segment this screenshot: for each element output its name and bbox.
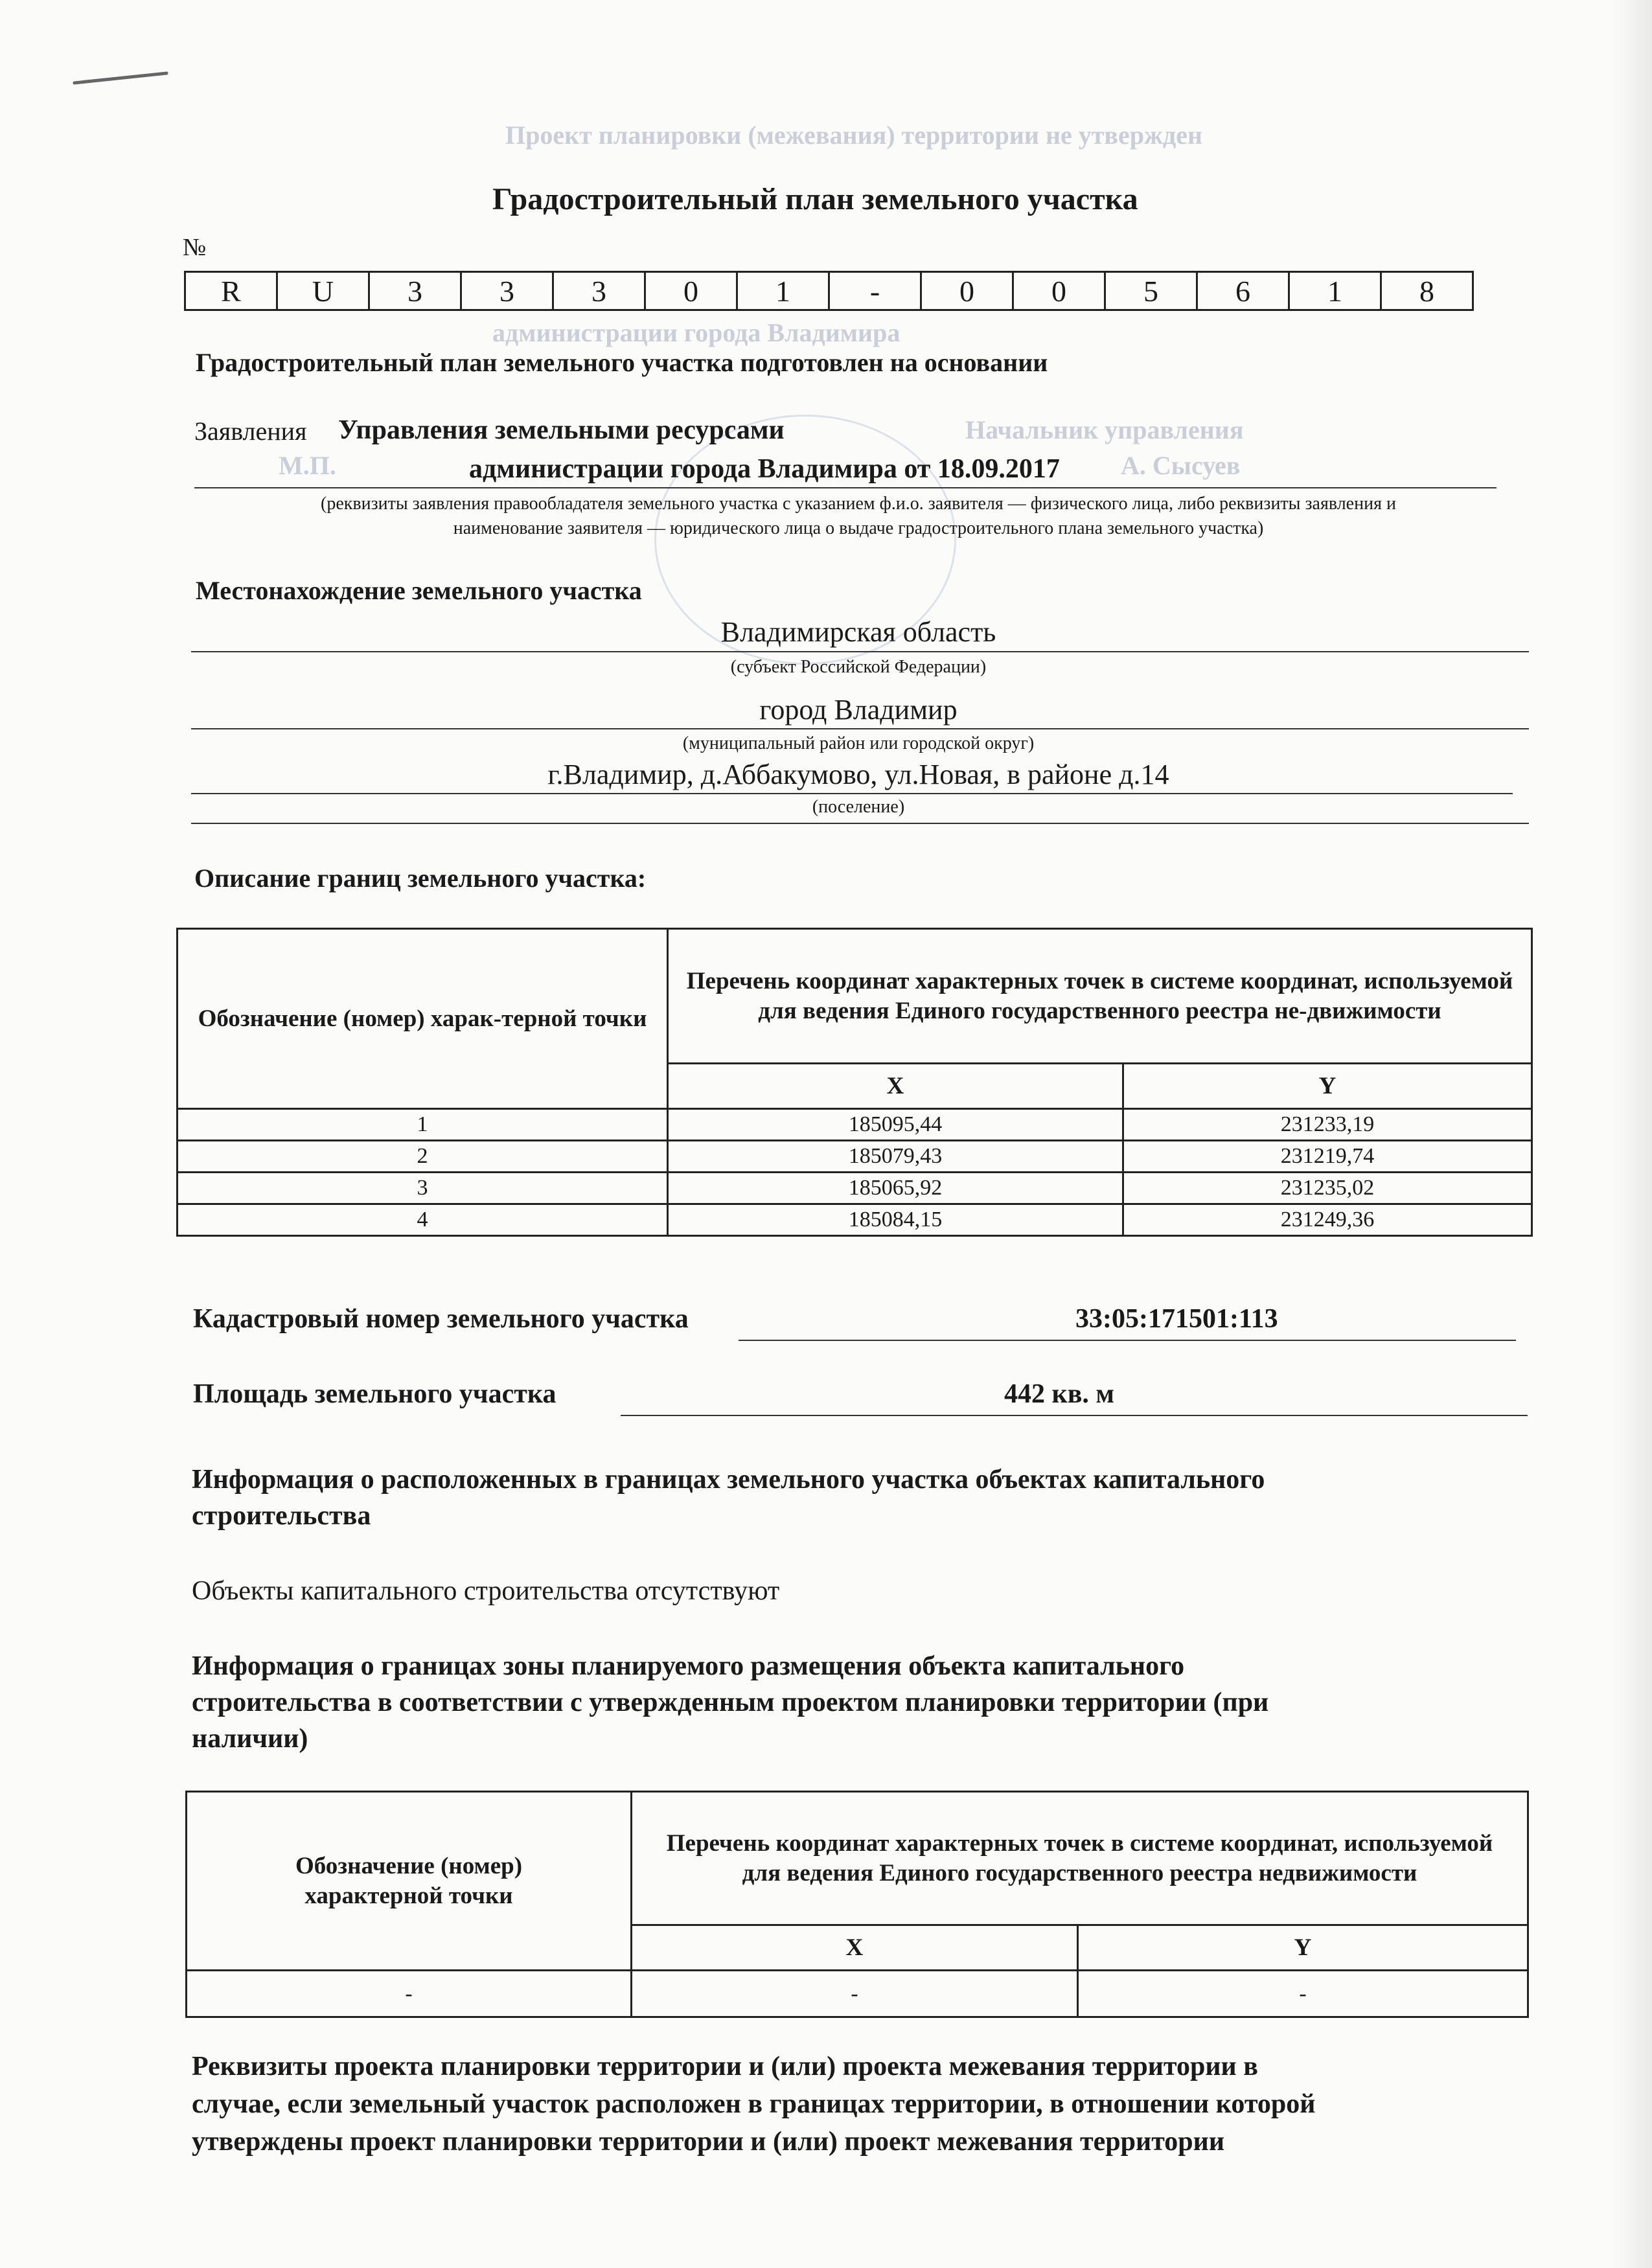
zone-col1-line1: Обозначение (номер): [295, 1852, 523, 1879]
page-title: Градостроительный план земельного участка: [492, 182, 1138, 216]
plan-number-cell: -: [829, 272, 921, 310]
location-region: Владимирская область: [720, 616, 996, 648]
objects-text: Объекты капитального строительства отсутствуют: [192, 1576, 780, 1606]
plan-number-cell: U: [277, 272, 369, 310]
bleed-through-middle: администрации города Владимира: [492, 318, 901, 347]
plan-number-cell: 3: [369, 272, 461, 310]
plan-number-cell: 3: [461, 272, 553, 310]
boundaries-y-header: Y: [1123, 1064, 1532, 1109]
plan-number-cell: 0: [1013, 272, 1105, 310]
point-number: 3: [178, 1173, 668, 1204]
coord-y: 231233,19: [1123, 1109, 1532, 1141]
table-row: [178, 1141, 1532, 1173]
application-caption-2: наименование заявителя — юридического лица о выдаче градостроительного плана земельного участка): [453, 518, 1264, 538]
zone-table: [185, 1791, 1529, 2018]
application-line1: Управления земельными ресурсами: [338, 415, 785, 445]
settlement-caption: (поселение): [812, 797, 905, 817]
coord-x: 185095,44: [668, 1109, 1123, 1141]
table-row: [178, 1173, 1532, 1204]
municipality-underline: [191, 728, 1529, 729]
plan-number-cell: 8: [1381, 272, 1473, 310]
area-label: Площадь земельного участка: [193, 1379, 556, 1409]
coord-y: 231235,02: [1123, 1173, 1532, 1204]
plan-number-cell: 1: [737, 272, 829, 310]
table-row: [187, 1971, 1528, 2017]
zone-col2-header: Перечень координат характерных точек в системе координат, используемой для ведения Единого государственного реестра недвижимости: [632, 1792, 1528, 1925]
application-caption-1: (реквизиты заявления правообладателя земельного участка с указанием ф.и.о. заявителя — физического лица, либо реквизиты заявления и: [321, 494, 1396, 514]
coord-y: 231249,36: [1123, 1204, 1532, 1236]
municipality-caption: (муниципальный район или городской округ): [682, 733, 1035, 753]
coord-x: 185084,15: [668, 1204, 1123, 1236]
zone-x-header: X: [632, 1925, 1078, 1971]
boundaries-x-header: X: [668, 1064, 1123, 1109]
boundaries-table: [176, 928, 1533, 1237]
scan-edge: [1613, 0, 1652, 2268]
plan-number-cell: 6: [1197, 272, 1289, 310]
pen-mark: [73, 71, 168, 84]
plan-number-cell: 5: [1105, 272, 1197, 310]
coord-x: 185065,92: [668, 1173, 1123, 1204]
bleed-through-top: Проект планировки (межевания) территории не утвержден: [505, 120, 1203, 150]
plan-number-cell: 0: [921, 272, 1013, 310]
boundaries-col2-header: Перечень координат характерных точек в системе координат, используемой для ведения Единого государственного реестра не-движимости: [668, 929, 1532, 1064]
settlement-lower-line: [191, 823, 1529, 824]
region-underline: [191, 651, 1529, 652]
basis-heading: Градостроительный план земельного участка подготовлен на основании: [196, 348, 1048, 377]
point-number: -: [187, 1971, 632, 2017]
application-prefix: Заявления: [194, 417, 307, 446]
bleed-through-right-1: Начальник управления: [965, 415, 1244, 444]
region-caption: (субъект Российской Федерации): [730, 657, 987, 677]
cadastral-label: Кадастровый номер земельного участка: [193, 1304, 689, 1334]
zone-heading-2: строительства в соответствии с утвержденным проектом планировки территории (при: [192, 1688, 1269, 1717]
plan-number-grid: [184, 271, 1474, 311]
zone-y-header: Y: [1078, 1925, 1528, 1971]
point-number: 4: [178, 1204, 668, 1236]
bleed-through-right-2: А. Сысуев: [1121, 451, 1241, 480]
bleed-through-left: М.П.: [279, 451, 336, 480]
cadastral-value: 33:05:171501:113: [1075, 1304, 1278, 1334]
application-underline: [194, 487, 1497, 488]
location-municipality: город Владимир: [759, 694, 958, 726]
zone-col1-line2: характерной точки: [304, 1882, 513, 1909]
number-label: №: [183, 234, 207, 261]
zone-col1-header: [187, 1792, 632, 1971]
requisites-line2: случае, если земельный участок расположен в границах территории, в отношении которой: [192, 2089, 1316, 2119]
zone-heading-3: наличии): [192, 1724, 308, 1754]
cadastral-underline: [739, 1340, 1516, 1341]
coord-y: 231219,74: [1123, 1141, 1532, 1173]
table-row: [178, 1109, 1532, 1141]
table-row: [178, 1204, 1532, 1236]
requisites-line1: Реквизиты проекта планировки территории и (или) проекта межевания территории в: [192, 2052, 1258, 2081]
application-line2: администрации города Владимира от 18.09.2017: [469, 454, 1060, 484]
coord-y: -: [1078, 1971, 1528, 2017]
area-underline: [621, 1415, 1528, 1416]
objects-heading-1: Информация о расположенных в границах земельного участка объектах капитального: [192, 1465, 1265, 1495]
boundaries-col1-header: Обозначение (номер) харак-терной точки: [178, 929, 668, 1109]
coord-x: -: [632, 1971, 1078, 2017]
coord-x: 185079,43: [668, 1141, 1123, 1173]
boundaries-heading: Описание границ земельного участка:: [194, 864, 647, 893]
zone-heading-1: Информация о границах зоны планируемого размещения объекта капитального: [192, 1651, 1185, 1681]
location-heading: Местонахождение земельного участка: [196, 576, 642, 605]
point-number: 2: [178, 1141, 668, 1173]
plan-number-cell: R: [185, 272, 277, 310]
point-number: 1: [178, 1109, 668, 1141]
plan-number-cell: 0: [645, 272, 737, 310]
objects-heading-2: строительства: [192, 1501, 371, 1531]
plan-number-cell: 3: [553, 272, 645, 310]
location-settlement: г.Владимир, д.Аббакумово, ул.Новая, в районе д.14: [547, 759, 1169, 790]
plan-number-cell: 1: [1289, 272, 1381, 310]
area-value: 442 кв. м: [1004, 1379, 1114, 1409]
settlement-underline: [191, 793, 1513, 794]
requisites-line3: утверждены проект планировки территории и (или) проект межевания территории: [192, 2127, 1225, 2157]
